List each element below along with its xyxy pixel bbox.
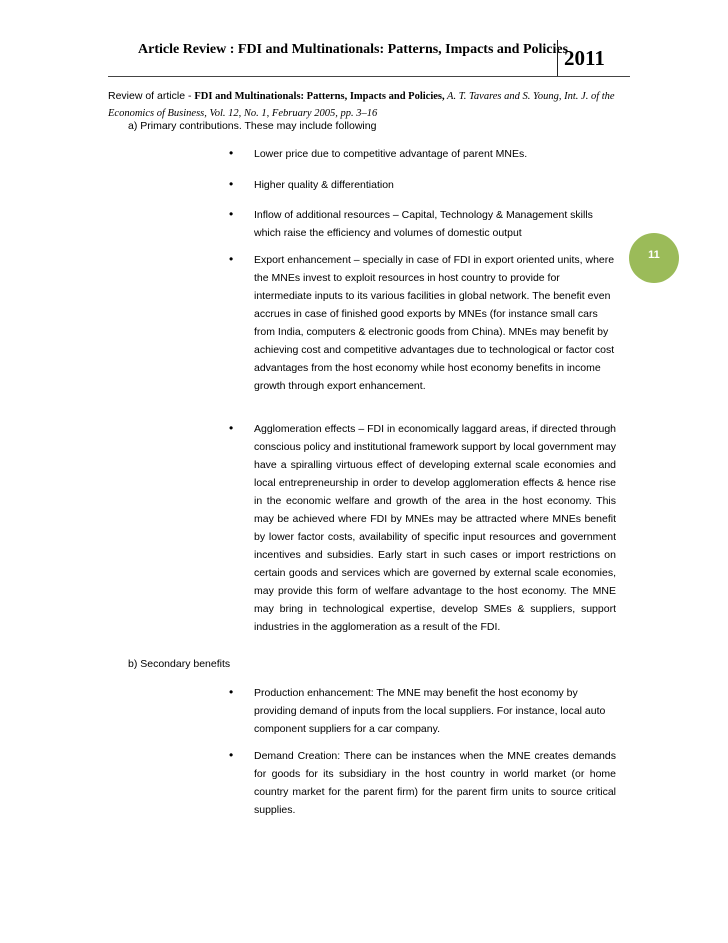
header-divider bbox=[108, 76, 630, 77]
running-header-title: Article Review : FDI and Multinationals: Patterns, Impacts and Policies bbox=[138, 42, 569, 57]
bullet-item: Lower price due to competitive advantage of parent MNEs. bbox=[254, 148, 528, 160]
section-b-label: b) Secondary benefits bbox=[128, 658, 231, 670]
section-a-label: a) Primary contributions. These may include following bbox=[128, 120, 377, 132]
bullet-item: Demand Creation: There can be instances when the MNE creates demands for goods for its subsidiary in the host country in world market (or home country market for the parent firm) for the parent firm units to source critical supplies. bbox=[254, 750, 616, 816]
bullet-item: Higher quality & differentiation bbox=[254, 179, 394, 191]
bullet-item: Inflow of additional resources – Capital, Technology & Management skills which raise the efficiency and volumes of domestic output bbox=[254, 209, 593, 239]
article-citation bbox=[108, 88, 632, 122]
bullet-marker: • bbox=[229, 421, 234, 435]
page-number-badge: 11 bbox=[629, 233, 679, 283]
bullet-marker: • bbox=[229, 685, 234, 699]
running-header-year: 2011 bbox=[557, 40, 629, 76]
bullet-marker: • bbox=[229, 177, 234, 191]
bullet-marker: • bbox=[229, 748, 234, 762]
bullet-item: Export enhancement – specially in case of FDI in export oriented units, where the MNEs invest to exploit resources in host country to provide for intermediate inputs to its various facilities in global network. The benefit even accrues in case of finished good exports by MNEs (for instance small cars from India, computers & electronic goods from China). MNEs may benefit by achieving cost and competitive advantages due to technological or factor cost advantages from the host economy while host economy benefits in income growth through export enhancement. bbox=[254, 254, 615, 392]
citation-article-title: FDI and Multinationals: Patterns, Impacts and Policies, bbox=[194, 91, 445, 102]
bullet-marker: • bbox=[229, 207, 234, 221]
bullet-marker: • bbox=[229, 146, 234, 160]
bullet-item: Agglomeration effects – FDI in economically laggard areas, if directed through conscious policy and institutional framework support by local government may have a spiralling virtuous effect of developing external scale economies and local entrepreneurship in order to develop agglomeration effects & hence rise in the economic welfare and growth of the area in the host economy. This may be achieved where FDI by MNEs may be attracted where MNEs benefit by lower factor costs, availability of specific input resources and government incentives and subsidies. Early start in such cases or import restrictions on certain goods and services which are governed by external scale economies, may provide this form of welfare advantage to the host economy. The MNE may bring in technological expertise, develop SMEs & suppliers, support industries in the agglomeration as a result of the FDI. bbox=[254, 423, 616, 633]
bullet-marker: • bbox=[229, 252, 234, 266]
citation-prefix: Review of article - bbox=[108, 90, 195, 102]
bullet-item: Production enhancement: The MNE may benefit the host economy by providing demand of inputs from the local suppliers. For instance, local auto component suppliers for a car company. bbox=[254, 687, 606, 735]
citation-authors-journal: A. T. Tavares and S. Young, Int. J. of the Economics of Business, Vol. 12, No. 1, February 2005, pp. 3–16 bbox=[108, 91, 615, 119]
